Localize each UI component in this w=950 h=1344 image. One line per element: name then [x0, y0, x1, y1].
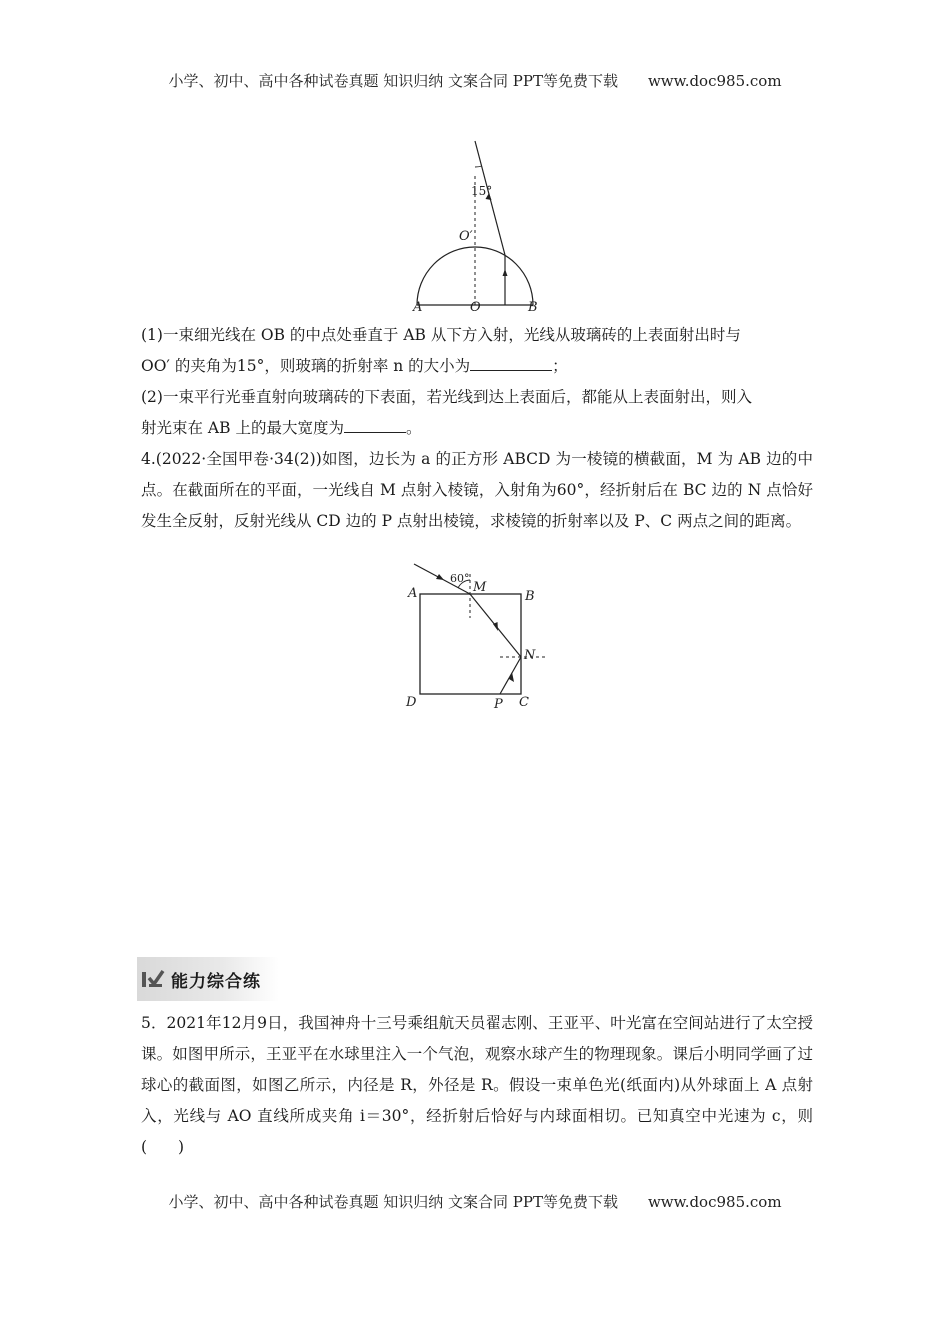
- page-header: [0, 70, 950, 91]
- incident-arrow: [503, 269, 508, 276]
- label-b: B: [525, 589, 535, 604]
- page-footer: [0, 1191, 950, 1212]
- label-o-prime: O′: [459, 229, 473, 244]
- footer-text: 小学、初中、高中各种试卷真题 知识归纳 文案合同 PPT等免费下载: [168, 1193, 618, 1211]
- incident-arrow: [436, 574, 444, 580]
- header-url: www.doc985.com: [647, 72, 782, 90]
- q3-part2: [141, 382, 813, 444]
- label-c: C: [519, 695, 529, 710]
- label-p: P: [494, 697, 503, 712]
- header-text: 小学、初中、高中各种试卷真题 知识归纳 文案合同 PPT等免费下载: [168, 72, 618, 90]
- answer-blank-width[interactable]: [344, 414, 406, 433]
- label-d: D: [406, 695, 417, 710]
- q3-part1-line1: (1)一束细光线在 OB 的中点处垂直于 AB 从下方入射，光线从玻璃砖的上表面射出时与: [141, 326, 741, 344]
- figure-square-prism: [400, 560, 560, 720]
- label-m: M: [473, 580, 487, 595]
- angle-arc: [475, 166, 482, 167]
- label-a: A: [408, 586, 418, 601]
- label-o: O: [470, 300, 481, 315]
- section-title: 能力综合练: [171, 972, 261, 992]
- figure-semicircle: [405, 135, 555, 315]
- label-b: B: [528, 300, 538, 315]
- angle-label: 60°: [450, 572, 470, 585]
- label-n: N: [524, 648, 536, 663]
- question-4: 4.(2022·全国甲卷·34(2))如图，边长为 a 的正方形 ABCD 为一棱镜的横截面，M 为 AB 边的中点。在截面所在的平面，一光线自 M 点射入棱镜，入射角为60°，经折射后在 BC 边的 N 点恰好发生全反射，反射光线从 CD 边的 P 点射出棱镜，求棱镜的折射率以及 P、C 两点之间的距离。: [141, 450, 813, 530]
- checkmark-icon: [141, 969, 165, 989]
- q3-part2-line1: (2)一束平行光垂直射向玻璃砖的下表面，若光线到达上表面后，都能从上表面射出，则入: [141, 388, 752, 406]
- answer-blank-n[interactable]: [470, 352, 552, 371]
- square-ABCD: [420, 594, 521, 694]
- q3-part1-line2: OO′ 的夹角为15°，则玻璃的折射率 n 的大小为 ；: [141, 351, 813, 382]
- q3-part2-line2: 射光束在 AB 上的最大宽度为 。: [141, 413, 813, 444]
- section-header: [137, 957, 279, 1001]
- q3-part1: [141, 320, 813, 382]
- angle-label: 15°: [471, 184, 493, 198]
- label-a: A: [413, 300, 423, 315]
- footer-url: www.doc985.com: [647, 1193, 782, 1211]
- question-5: 5．2021年12月9日，我国神舟十三号乘组航天员翟志刚、王亚平、叶光富在空间站进行了太空授课。如图甲所示，王亚平在水球里注入一个气泡，观察水球产生的物理现象。课后小明同学画了过球心的截面图，如图乙所示，内径是 R，外径是 R。假设一束单色光(纸面内)从外球面上 A 点射入，光线与 AO 直线所成夹角 i＝30°，经折射后恰好与内球面相切。已知真空中光速为 c，则( ): [141, 1014, 813, 1156]
